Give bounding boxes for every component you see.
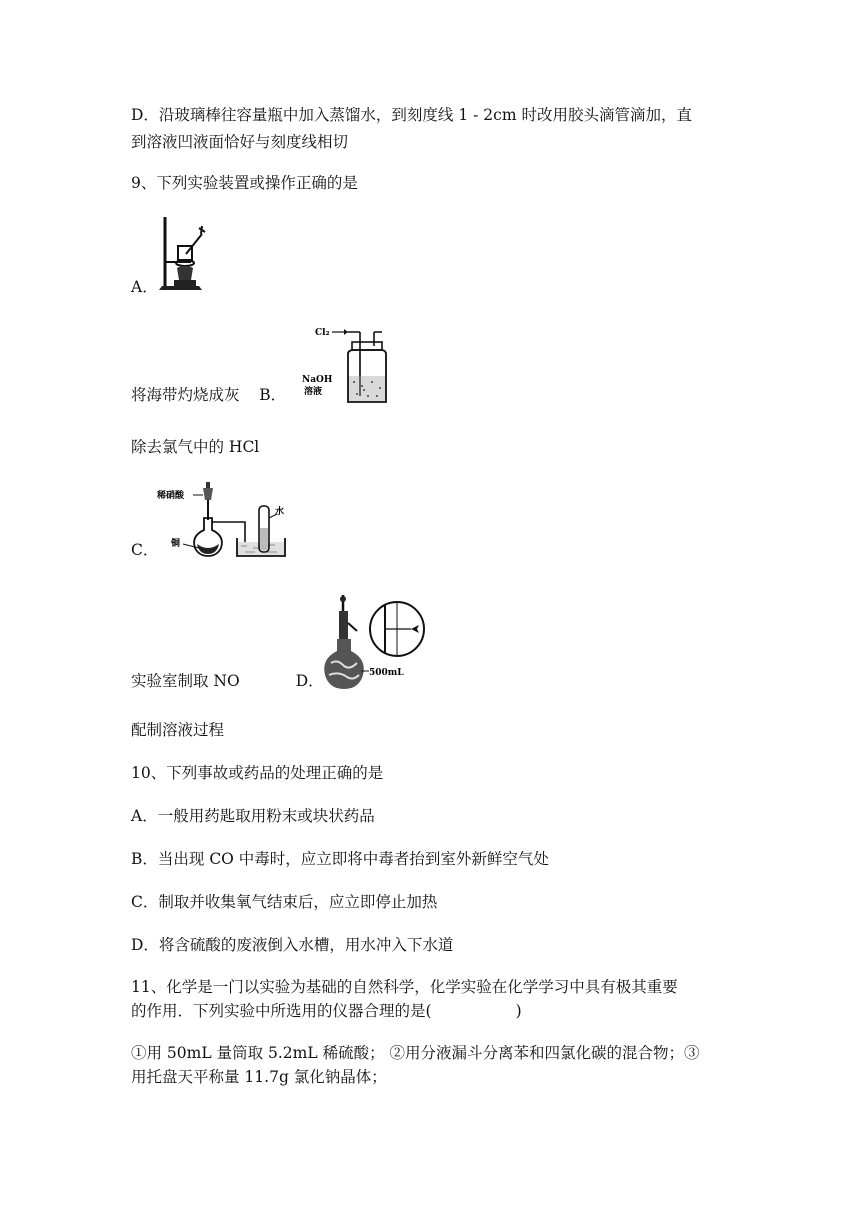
q9-option-d-letter: D． <box>295 672 324 690</box>
q10-option-a: A．一般用药匙取用粉末或块状药品 <box>131 807 375 825</box>
q9-option-c-letter: C． <box>131 541 159 559</box>
q11-stem-line2: 的作用．下列实验中所选用的仪器合理的是( <box>131 1002 432 1020</box>
figure-c-water-label: 水 <box>275 507 285 517</box>
figure-c-metal-label: 铜 <box>171 539 181 549</box>
q9-option-b-letter: B． <box>259 386 287 404</box>
q11-items-line1: ①用 50mL 量筒取 5.2mL 稀硫酸； ②用分液漏斗分离苯和四氯化碳的混合物；③ <box>131 1044 700 1062</box>
q8-option-d-line2: 到溶液凹液面恰好与刻度线相切 <box>131 133 349 151</box>
figure-b-solution-label-1: NaOH <box>302 375 333 385</box>
q11-items-line2: 用托盘天平称量 11.7g 氯化钠晶体； <box>131 1068 387 1086</box>
q9-option-a-caption: 将海带灼烧成灰 <box>131 386 240 404</box>
figure-d-volume-label: 500mL <box>369 668 404 678</box>
figure-b-gas-label: Cl₂ <box>315 328 330 338</box>
q9-stem: 9、下列实验装置或操作正确的是 <box>131 174 358 192</box>
q9-option-c-caption: 实验室制取 NO <box>131 672 240 690</box>
q10-option-d: D．将含硫酸的废液倒入水槽，用水冲入下水道 <box>131 936 454 954</box>
q9-option-b-caption: 除去氯气中的 HCl <box>131 438 260 456</box>
q11-stem-line2-end: ) <box>515 1002 522 1020</box>
figure-c-acid-label: 稀硝酸 <box>157 491 185 501</box>
q8-option-d-line1: D．沿玻璃棒往容量瓶中加入蒸馏水，到刻度线 1 - 2cm 时改用胶头滴管滴加，直 <box>131 106 692 124</box>
q9-option-a-letter: A． <box>131 278 158 296</box>
q10-option-b: B．当出现 CO 中毒时，应立即将中毒者抬到室外新鲜空气处 <box>131 850 549 868</box>
figure-b-solution-label-2: 溶液 <box>304 387 323 397</box>
q10-option-c: C．制取并收集氧气结束后，应立即停止加热 <box>131 893 438 911</box>
q9-option-d-caption: 配制溶液过程 <box>131 721 225 739</box>
q11-stem-line1: 11、化学是一门以实验为基础的自然科学，化学实验在化学学习中具有极其重要 <box>131 978 678 996</box>
q10-stem: 10、下列事故或药品的处理正确的是 <box>131 764 384 782</box>
